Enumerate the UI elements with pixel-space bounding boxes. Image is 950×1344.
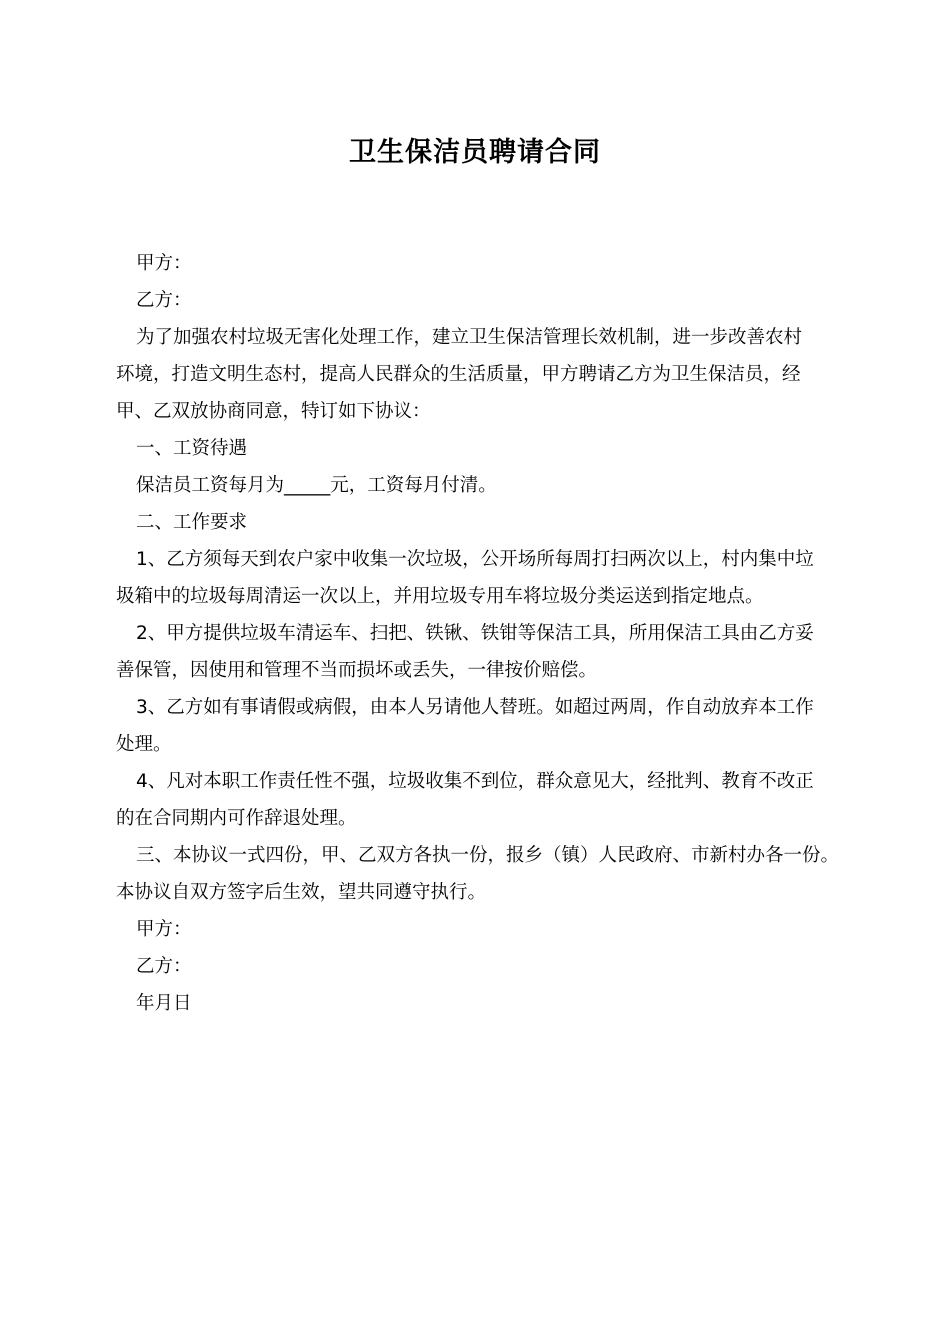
requirement-item-4 <box>116 763 840 837</box>
party-a-label: 甲方： <box>136 253 192 274</box>
section1-heading: 一、工资待遇 <box>136 438 248 459</box>
signature-date: 年月日 <box>136 993 192 1014</box>
section3-line: 三、本协议一式四份，甲、乙双方各执一份，报乡（镇）人民政府、市新村办各一份。 <box>136 845 840 866</box>
section3-line: 本协议自双方签字后生效，望共同遵守执行。 <box>116 882 487 903</box>
item-line: 善保管，因使用和管理不当而损坏或丢失，一律按价赔偿。 <box>116 660 598 681</box>
intro-line: 环境，打造文明生态村，提高人民群众的生活质量，甲方聘请乙方为卫生保洁员，经 <box>116 364 801 385</box>
item-line: 4、凡对本职工作责任性不强，垃圾收集不到位，群众意见大，经批判、教育不改正 <box>136 771 814 792</box>
intro-paragraph <box>116 319 840 430</box>
signature-party-b: 乙方： <box>136 956 192 977</box>
requirement-item-2 <box>116 615 840 689</box>
requirement-item-3 <box>116 689 840 763</box>
item-line: 1、乙方须每天到农户家中收集一次垃圾，公开场所每周打扫两次以上，村内集中垃 <box>136 549 814 570</box>
section3-paragraph <box>116 837 840 911</box>
requirement-item-1 <box>116 541 840 615</box>
item-line: 2、甲方提供垃圾车清运车、扫把、铁锹、铁钳等保洁工具，所用保洁工具由乙方妥 <box>136 623 814 644</box>
document-title: 卫生保洁员聘请合同 <box>349 137 601 168</box>
item-line: 圾箱中的垃圾每周清运一次以上，并用垃圾专用车将垃圾分类运送到指定地点。 <box>116 586 764 607</box>
section2-heading: 二、工作要求 <box>136 512 248 533</box>
signature-party-a: 甲方： <box>136 919 192 940</box>
item-line: 处理。 <box>116 734 172 755</box>
party-b-label: 乙方： <box>136 290 192 311</box>
intro-line: 为了加强农村垃圾无害化处理工作，建立卫生保洁管理长效机制，进一步改善农村 <box>136 327 803 348</box>
item-line: 的在合同期内可作辞退处理。 <box>116 808 357 829</box>
item-line: 3、乙方如有事请假或病假，由本人另请他人替班。如超过两周，作自动放弃本工作 <box>136 697 814 718</box>
intro-line: 甲、乙双放协商同意，特订如下协议： <box>116 401 431 422</box>
section1-body: 保洁员工资每月为_____元，工资每月付清。 <box>136 475 497 496</box>
document-body <box>116 245 840 1022</box>
